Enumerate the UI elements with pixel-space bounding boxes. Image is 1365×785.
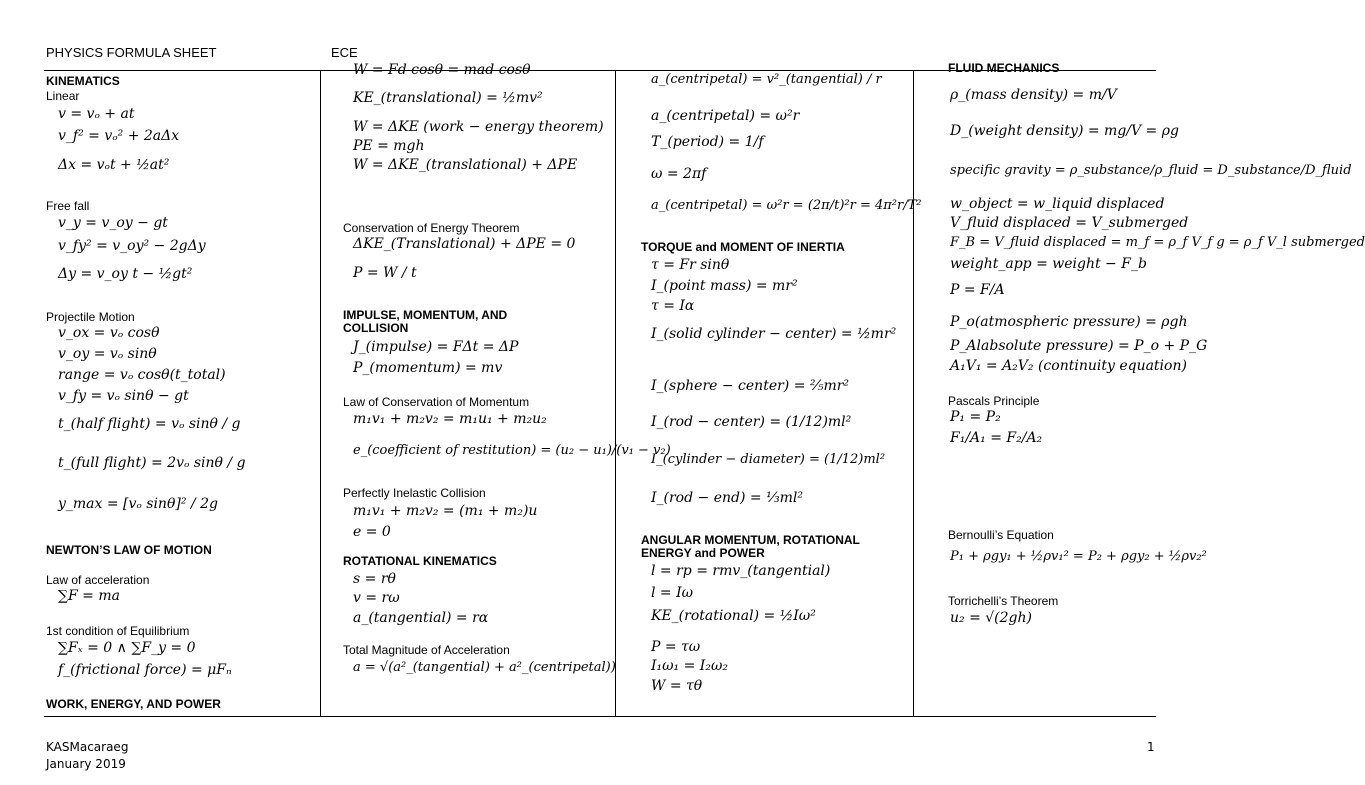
formula: P_Alabsolute pressure) = P_o + P_G	[950, 338, 1208, 354]
formula: W = ΔKE_(translational) + ΔPE	[353, 157, 578, 173]
formula: t_(half flight) = vₒ sinθ / g	[58, 416, 241, 432]
footer-author: KASMacaraeg	[46, 740, 129, 754]
formula: a = √(a²_(tangential) + a²_(centripetal))	[353, 660, 616, 675]
section-heading: KINEMATICS	[46, 74, 120, 88]
formula: I_(rod − center) = (1/12)ml²	[651, 414, 852, 430]
formula: ω = 2πf	[651, 166, 707, 182]
formula: v_fy² = v_oy² − 2gΔy	[58, 238, 206, 254]
subsection-label: Free fall	[46, 199, 90, 213]
formula: P₁ = P₂	[950, 409, 1001, 425]
formula: range = vₒ cosθ(t_total)	[58, 367, 226, 383]
formula: D_(weight density) = mg/V = ρg	[950, 123, 1179, 139]
subsection-label: Perfectly Inelastic Collision	[343, 486, 486, 500]
formula: W = τθ	[651, 678, 703, 694]
formula: w_object = w_liquid displaced	[950, 196, 1165, 212]
formula: v = rω	[353, 590, 400, 606]
formula: v_y = v_oy − gt	[58, 215, 168, 231]
formula: Δx = vₒt + ½at²	[58, 157, 170, 173]
bottom-rule	[44, 716, 1156, 717]
section-heading: ENERGY and POWER	[641, 546, 765, 560]
formula: V_fluid displaced = V_submerged	[950, 215, 1189, 231]
formula: P = W / t	[353, 265, 417, 281]
formula: ∑F = ma	[58, 588, 120, 604]
formula: ∑Fₓ = 0 ∧ ∑F_y = 0	[58, 640, 196, 656]
formula: F_B = V_fluid displaced = m_f = ρ_f V_f g = ρ_f V_l submerged	[950, 235, 1365, 250]
formula: P = τω	[651, 639, 701, 655]
section-heading: FLUID MECHANICS	[948, 61, 1060, 75]
section-heading: NEWTON’S LAW OF MOTION	[46, 543, 212, 557]
formula: I_(sphere − center) = ⅖mr²	[651, 378, 850, 394]
subsection-label: 1st condition of Equilibrium	[46, 624, 190, 638]
section-heading: ANGULAR MOMENTUM, ROTATIONAL	[641, 533, 860, 547]
formula: m₁v₁ + m₂v₂ = m₁u₁ + m₂u₂	[353, 411, 547, 427]
subsection-label: Projectile Motion	[46, 310, 135, 324]
formula: τ = Fr sinθ	[651, 257, 730, 273]
subsection-label: Conservation of Energy Theorem	[343, 221, 520, 235]
formula: I_(solid cylinder − center) = ½mr²	[651, 326, 897, 342]
formula: P = F/A	[950, 282, 1005, 298]
formula: I₁ω₁ = I₂ω₂	[651, 658, 728, 674]
formula: T_(period) = 1/f	[651, 134, 764, 150]
formula: PE = mgh	[353, 138, 425, 154]
subject-label: ECE	[331, 45, 358, 60]
formula: W = Fd cosθ = mad cosθ	[353, 62, 531, 78]
formula: v_ox = vₒ cosθ	[58, 325, 160, 341]
subsection-label: Law of Conservation of Momentum	[343, 395, 530, 409]
formula: a_(centripetal) = ω²r	[651, 108, 800, 124]
formula: P₁ + ρgy₁ + ½ρv₁² = P₂ + ρgy₂ + ½ρv₂²	[950, 549, 1207, 564]
subsection-label: Total Magnitude of Acceleration	[343, 643, 510, 657]
subsection-label: Bernoulli’s Equation	[948, 528, 1054, 542]
formula: A₁V₁ = A₂V₂ (continuity equation)	[950, 358, 1187, 374]
formula: t_(full flight) = 2vₒ sinθ / g	[58, 455, 246, 471]
formula: P_o(atmospheric pressure) = ρgh	[950, 314, 1188, 330]
formula: ρ_(mass density) = m/V	[950, 87, 1117, 103]
footer-date: January 2019	[46, 757, 126, 771]
formula: specific gravity = ρ_substance/ρ_fluid = D_substance/D_fluid	[950, 163, 1352, 178]
formula: J_(impulse) = FΔt = ΔP	[353, 339, 519, 355]
formula: e_(coefficient of restitution) = (u₂ − u₁)/(v₁ − v₂)	[353, 443, 671, 458]
formula: a_(centripetal) = v²_(tangential) / r	[651, 72, 882, 87]
formula: I_(point mass) = mr²	[651, 278, 798, 294]
section-heading: COLLISION	[343, 321, 409, 335]
formula: a_(centripetal) = ω²r = (2π/t)²r = 4π²r/T²	[651, 198, 922, 213]
formula: v_f² = vₒ² + 2aΔx	[58, 128, 180, 144]
section-heading: IMPULSE, MOMENTUM, AND	[343, 308, 508, 322]
formula: a_(tangential) = rα	[353, 610, 489, 626]
subsection-label: Pascals Principle	[948, 394, 1040, 408]
formula: KE_(rotational) = ½Iω²	[651, 608, 816, 624]
formula: KE_(translational) = ½mv²	[353, 90, 543, 106]
formula: v = vₒ + at	[58, 106, 135, 122]
formula: l = rp = rmv_(tangential)	[651, 563, 831, 579]
formula: v_fy = vₒ sinθ − gt	[58, 388, 189, 404]
formula: v_oy = vₒ sinθ	[58, 346, 157, 362]
formula: P_(momentum) = mv	[353, 360, 503, 376]
section-heading: TORQUE and MOMENT OF INERTIA	[641, 240, 845, 254]
sheet-title: PHYSICS FORMULA SHEET	[46, 45, 217, 60]
formula: u₂ = √(2gh)	[950, 610, 1032, 626]
formula: I_(rod − end) = ⅓ml²	[651, 490, 803, 506]
formula: s = rθ	[353, 571, 396, 587]
formula: τ = Iα	[651, 298, 695, 314]
subsection-label: Law of acceleration	[46, 573, 150, 587]
subsection-label: Torrichelli’s Theorem	[948, 594, 1059, 608]
formula: I_(cylinder − diameter) = (1/12)ml²	[651, 452, 886, 467]
formula: m₁v₁ + m₂v₂ = (m₁ + m₂)u	[353, 503, 538, 519]
formula: F₁/A₁ = F₂/A₂	[950, 430, 1043, 446]
section-heading: ROTATIONAL KINEMATICS	[343, 554, 497, 568]
formula: l = Iω	[651, 585, 694, 601]
formula: Δy = v_oy t − ½gt²	[58, 266, 193, 282]
page-number: 1	[1147, 740, 1155, 754]
formula: weight_app = weight − F_b	[950, 256, 1147, 272]
subsection-label: Linear	[46, 89, 80, 103]
formula: ΔKE_(Translational) + ΔPE = 0	[353, 236, 576, 252]
section-heading: WORK, ENERGY, AND POWER	[46, 697, 221, 711]
formula: e = 0	[353, 524, 391, 540]
formula: y_max = [vₒ sinθ]² / 2g	[58, 496, 218, 512]
formula: f_(frictional force) = μFₙ	[58, 662, 232, 678]
formula: W = ΔKE (work − energy theorem)	[353, 119, 604, 135]
